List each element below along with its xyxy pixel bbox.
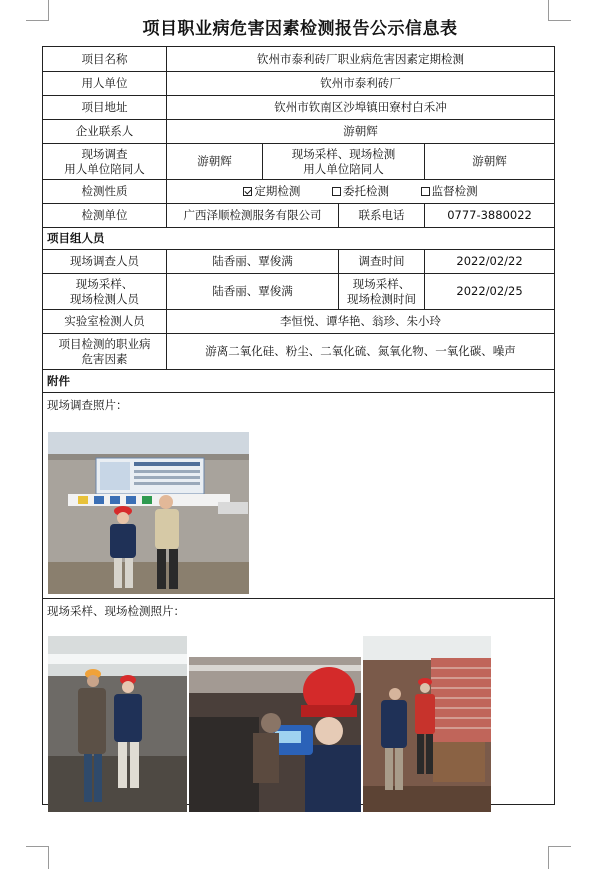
- sampling-time-label: [339, 274, 425, 310]
- row-contact: [43, 120, 555, 144]
- phone-label: 联系电话: [339, 204, 425, 228]
- row-escort: [43, 144, 555, 180]
- row-nature: [43, 180, 555, 204]
- contact-value: 游朝辉: [167, 120, 555, 144]
- address-value: 钦州市钦南区沙埠镇田寮村白禾冲: [167, 96, 555, 120]
- sampling-time-label-line1: 现场采样、: [352, 276, 411, 291]
- page-corner-mark: [26, 846, 49, 869]
- sampling-escort-value: 游朝辉: [425, 144, 555, 180]
- nature-options: [167, 180, 555, 204]
- survey-photo: [48, 432, 249, 594]
- option-periodic[interactable]: [243, 184, 300, 199]
- sampling-team-label: [43, 274, 167, 310]
- sampling-photos-label: 现场采样、现场检测照片：: [47, 604, 185, 618]
- survey-escort-label-line1: 现场调查: [81, 146, 128, 161]
- row-survey-team: [43, 250, 555, 274]
- row-sampling-team: [43, 274, 555, 310]
- row-attachments-header: [43, 370, 555, 393]
- sampling-escort-label: [263, 144, 425, 180]
- option-supervisory[interactable]: [421, 184, 478, 199]
- row-project-name: [43, 47, 555, 72]
- project-name-label: 项目名称: [43, 47, 167, 72]
- row-team-header: [43, 228, 555, 250]
- sampling-time-value: 2022/02/25: [425, 274, 555, 310]
- nature-label: 检测性质: [43, 180, 167, 204]
- hazards-value: 游离二氧化硅、粉尘、二氧化硫、氮氧化物、一氧化碳、噪声: [167, 334, 555, 370]
- page-corner-mark: [548, 846, 571, 869]
- agency-label: 检测单位: [43, 204, 167, 228]
- option-commissioned[interactable]: [332, 184, 389, 199]
- document-title: 项目职业病危害因素检测报告公示信息表: [142, 19, 458, 39]
- sampling-photo-3: [363, 636, 491, 812]
- option-commissioned-label: 委托检测: [343, 183, 390, 198]
- hazards-label-line1: 项目检测的职业病: [58, 336, 151, 351]
- survey-escort-label: [43, 144, 167, 180]
- survey-time-label: 调查时间: [339, 250, 425, 274]
- contact-label: 企业联系人: [43, 120, 167, 144]
- attachments-section-header: 附件: [43, 370, 555, 393]
- sampling-team-label-line1: 现场采样、: [75, 276, 134, 291]
- survey-team-label: 现场调查人员: [43, 250, 167, 274]
- sampling-photo-2: [189, 657, 361, 812]
- sampling-time-label-line2: 现场检测时间: [347, 291, 416, 306]
- sampling-escort-label-line1: 现场采样、现场检测: [291, 146, 396, 161]
- hazards-label-line2: 危害因素: [81, 351, 128, 366]
- survey-team-value: 陆香丽、覃俊满: [167, 250, 339, 274]
- option-supervisory-label: 监督检测: [431, 183, 478, 198]
- survey-time-value: 2022/02/22: [425, 250, 555, 274]
- row-address: [43, 96, 555, 120]
- sampling-photo-1: [48, 636, 187, 812]
- survey-escort-label-line2: 用人单位陪同人: [64, 161, 145, 176]
- lab-team-label: 实验室检测人员: [43, 310, 167, 334]
- sampling-escort-label-line2: 用人单位陪同人: [303, 161, 384, 176]
- row-hazards: [43, 334, 555, 370]
- team-section-header: 项目组人员: [43, 228, 555, 250]
- option-periodic-label: 定期检测: [254, 183, 301, 198]
- row-lab-team: [43, 310, 555, 334]
- sampling-team-value: 陆香丽、覃俊满: [167, 274, 339, 310]
- survey-photos-label: 现场调查照片：: [47, 398, 128, 412]
- hazards-label: [43, 334, 167, 370]
- address-label: 项目地址: [43, 96, 167, 120]
- checkbox-checked[interactable]: [243, 187, 252, 196]
- survey-escort-value: 游朝辉: [167, 144, 263, 180]
- checkbox-unchecked[interactable]: [421, 187, 430, 196]
- agency-value: 广西泽顺检测服务有限公司: [167, 204, 339, 228]
- row-employer: [43, 72, 555, 96]
- checkbox-unchecked[interactable]: [332, 187, 341, 196]
- project-name-value: 钦州市泰利砖厂职业病危害因素定期检测: [167, 47, 555, 72]
- row-agency: [43, 204, 555, 228]
- sampling-team-label-line2: 现场检测人员: [70, 291, 139, 306]
- phone-value: 0777-3880022: [425, 204, 555, 228]
- employer-value: 钦州市泰利砖厂: [167, 72, 555, 96]
- employer-label: 用人单位: [43, 72, 167, 96]
- lab-team-value: 李恒悦、谭华艳、翁珍、朱小玲: [167, 310, 555, 334]
